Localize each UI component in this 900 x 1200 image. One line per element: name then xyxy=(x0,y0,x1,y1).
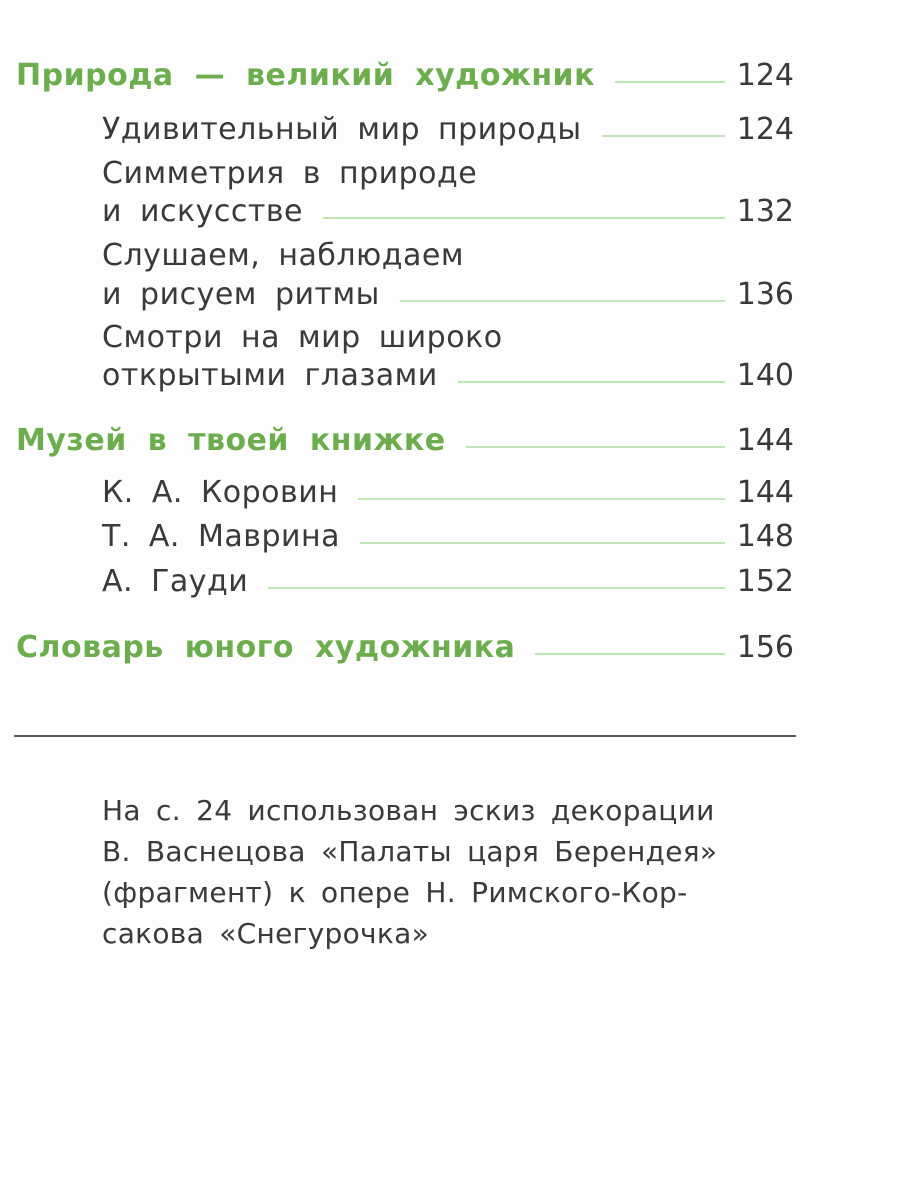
toc-leader-line xyxy=(466,446,725,448)
toc-leader-line xyxy=(535,653,724,655)
toc-item-mavrina xyxy=(102,519,794,554)
toc-item-wonderful-world xyxy=(102,112,794,147)
toc-leader-line xyxy=(615,81,725,83)
toc-leader-line xyxy=(458,381,725,383)
toc-item-look-wide xyxy=(102,358,794,393)
toc-section-title: Природа — великий художник xyxy=(16,58,595,93)
divider-line xyxy=(14,735,796,737)
toc-item-title: Т. А. Маврина xyxy=(102,519,340,554)
toc-section-title: Словарь юного художника xyxy=(16,630,516,665)
toc-section-dictionary xyxy=(16,630,794,665)
toc-leader-line xyxy=(268,587,724,589)
toc-item-rhythms xyxy=(102,277,794,312)
toc-item-symmetry xyxy=(102,194,794,229)
toc-leader-line xyxy=(323,217,725,219)
toc-item-gaudi xyxy=(102,564,794,599)
toc-item-title-line2: открытыми глазами xyxy=(102,358,438,393)
toc-item-title-line1: Симметрия в природе xyxy=(102,156,478,191)
credit-note-line: (фрагмент) к опере Н. Римского-Кор- xyxy=(102,876,688,909)
toc-leader-line xyxy=(358,498,724,500)
toc-section-nature xyxy=(16,58,794,93)
toc-item-title-line2: и рисуем ритмы xyxy=(102,277,380,312)
credit-note-line: В. Васнецова «Палаты царя Берендея» xyxy=(102,835,718,868)
toc-section-title: Музей в твоей книжке xyxy=(16,423,446,458)
toc-page-number: 156 xyxy=(736,630,794,665)
toc-page-number: 132 xyxy=(736,194,794,229)
toc-page-number: 152 xyxy=(736,564,794,599)
toc-leader-line xyxy=(360,542,725,544)
toc-page-number: 124 xyxy=(736,112,794,147)
toc-item-title: Удивительный мир природы xyxy=(102,112,582,147)
toc-leader-line xyxy=(602,135,725,137)
toc-item-title: К. А. Коровин xyxy=(102,475,339,510)
toc-item-title-line1: Смотри на мир широко xyxy=(102,320,503,355)
toc-page-number: 136 xyxy=(736,277,794,312)
credit-note-line: На с. 24 использован эскиз декорации xyxy=(102,794,715,827)
toc-item-title-line1: Слушаем, наблюдаем xyxy=(102,238,465,273)
toc-page-number: 124 xyxy=(736,58,794,93)
toc-page-number: 144 xyxy=(736,475,794,510)
toc-page-number: 144 xyxy=(736,423,794,458)
toc-item-title-line2: и искусстве xyxy=(102,194,303,229)
credit-note-line: сакова «Снегурочка» xyxy=(102,917,430,950)
toc-section-museum xyxy=(16,423,794,458)
toc-leader-line xyxy=(400,300,725,302)
toc-item-title: А. Гауди xyxy=(102,564,249,599)
toc-item-korovin xyxy=(102,475,794,510)
credit-note xyxy=(102,790,802,954)
toc-page-number: 148 xyxy=(736,519,794,554)
toc-page-number: 140 xyxy=(736,358,794,393)
